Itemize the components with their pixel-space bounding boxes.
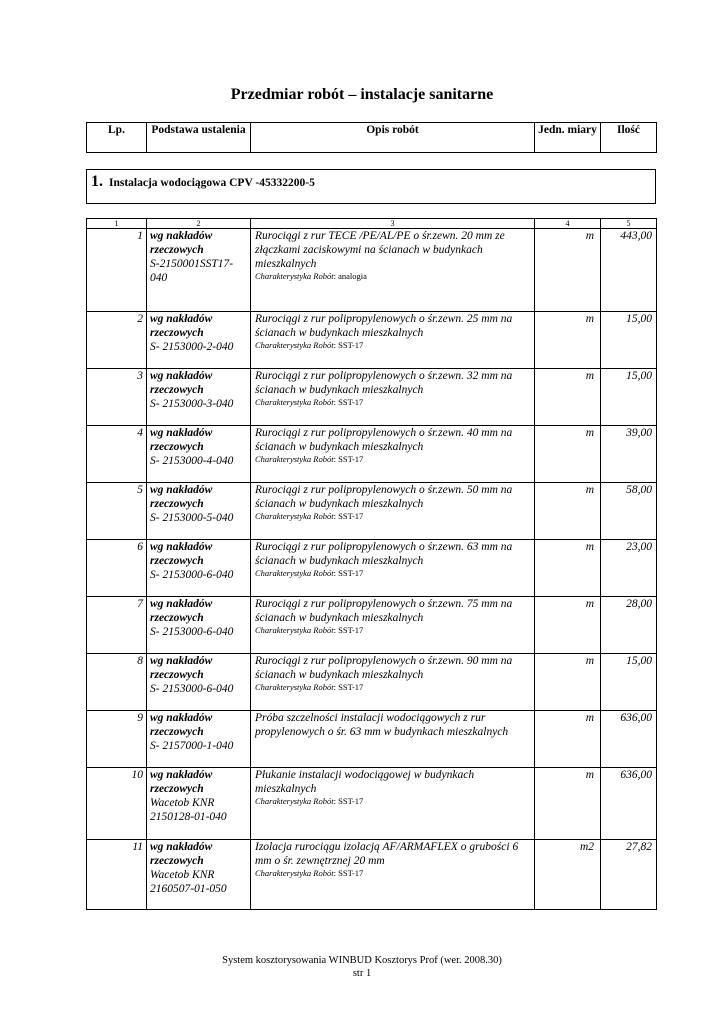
basis-type: wg nakładów rzeczowych — [150, 230, 213, 256]
description-text: Płukanie instalacji wodociągowej w budynkach mieszkalnych — [255, 769, 475, 795]
row-lp: 5 — [87, 483, 147, 540]
row-description — [251, 369, 535, 426]
colnum: 2 — [147, 219, 251, 229]
row-basis — [147, 369, 251, 426]
row-quantity: 23,00 — [601, 540, 657, 597]
characteristics-value: SST-17 — [338, 454, 364, 464]
description-text: Próba szczelności instalacji wodociągowych z rur propylenowych o śr. 63 mm w budynkach mieszkalnych — [255, 712, 509, 738]
table-row — [87, 426, 657, 483]
row-quantity: 58,00 — [601, 483, 657, 540]
row-lp: 1 — [87, 229, 147, 312]
characteristics-label: Charakterystyka Robót — [255, 340, 334, 350]
characteristics-label: Charakterystyka Robót — [255, 397, 334, 407]
characteristics-value: SST-17 — [338, 796, 364, 806]
basis-type: wg nakładów rzeczowych — [150, 427, 213, 453]
characteristics-label: Charakterystyka Robót — [255, 454, 334, 464]
table-row — [87, 840, 657, 910]
header-lp: Lp. — [87, 123, 147, 153]
basis-type: wg nakładów rzeczowych — [150, 712, 213, 738]
header-basis: Podstawa ustalenia — [147, 123, 251, 153]
basis-type: wg nakładów rzeczowych — [150, 541, 213, 567]
characteristics-value: SST-17 — [338, 340, 364, 350]
description-text: Rurociągi z rur TECE /PE/AL/PE o śr.zewn. 20 mm ze złączkami zaciskowymi na ścianach w budynkach mieszkalnych — [255, 230, 505, 270]
row-unit: m — [535, 597, 601, 654]
row-unit: m — [535, 540, 601, 597]
row-lp: 7 — [87, 597, 147, 654]
basis-code: S- 2153000-6-040 — [150, 683, 234, 695]
row-quantity: 636,00 — [601, 711, 657, 768]
row-unit: m — [535, 312, 601, 369]
basis-type: wg nakładów rzeczowych — [150, 313, 213, 339]
row-description — [251, 711, 535, 768]
header-qty: Ilość — [601, 123, 657, 153]
description-text: Rurociągi z rur polipropylenowych o śr.zewn. 63 mm na ścianach w budynkach mieszkalnych — [255, 541, 513, 567]
characteristics-label: Charakterystyka Robót — [255, 682, 334, 692]
row-description — [251, 540, 535, 597]
row-description — [251, 654, 535, 711]
row-quantity: 28,00 — [601, 597, 657, 654]
row-unit: m — [535, 654, 601, 711]
characteristics-label: Charakterystyka Robót — [255, 868, 334, 878]
row-unit: m — [535, 426, 601, 483]
row-lp: 4 — [87, 426, 147, 483]
row-quantity: 443,00 — [601, 229, 657, 312]
table-row — [87, 711, 657, 768]
characteristics-value: SST-17 — [338, 625, 364, 635]
characteristics-line: Charakterystyka Robót: SST-17 — [255, 511, 364, 521]
basis-code: S- 2153000-6-040 — [150, 569, 234, 581]
row-description — [251, 426, 535, 483]
row-quantity: 27,82 — [601, 840, 657, 910]
header-unit: Jedn. miary — [535, 123, 601, 153]
column-number-row — [87, 219, 657, 229]
row-description — [251, 768, 535, 840]
section-label: Instalacja wodociągowa CPV -45332200-5 — [109, 177, 315, 189]
basis-type: wg nakładów rzeczowych — [150, 655, 213, 681]
characteristics-line: Charakterystyka Robót: SST-17 — [255, 625, 364, 635]
table-row — [87, 229, 657, 312]
colnum: 5 — [601, 219, 657, 229]
footer-software: System kosztorysowania WINBUD Kosztorys Prof (wer. 2008.30) — [222, 955, 502, 966]
description-text: Rurociągi z rur polipropylenowych o śr.zewn. 25 mm na ścianach w budynkach mieszkalnych — [255, 313, 513, 339]
row-lp: 2 — [87, 312, 147, 369]
description-text: Izolacja rurociągu izolacją AF/ARMAFLEX o grubości 6 mm o śr. zewnętrznej 20 mm — [255, 841, 519, 867]
characteristics-line: Charakterystyka Robót: SST-17 — [255, 397, 364, 407]
row-basis — [147, 540, 251, 597]
basis-code: S- 2153000-2-040 — [150, 341, 234, 353]
row-basis — [147, 597, 251, 654]
characteristics-label: Charakterystyka Robót — [255, 568, 334, 578]
basis-code: S- 2153000-6-040 — [150, 626, 234, 638]
colnum: 1 — [87, 219, 147, 229]
row-quantity: 39,00 — [601, 426, 657, 483]
row-lp: 3 — [87, 369, 147, 426]
description-text: Rurociągi z rur polipropylenowych o śr.zewn. 90 mm na ścianach w budynkach mieszkalnych — [255, 655, 513, 681]
row-basis — [147, 426, 251, 483]
row-description — [251, 597, 535, 654]
row-quantity: 15,00 — [601, 369, 657, 426]
basis-type: wg nakładów rzeczowych — [150, 484, 213, 510]
table-row — [87, 540, 657, 597]
colnum: 4 — [535, 219, 601, 229]
row-description — [251, 840, 535, 910]
row-basis — [147, 768, 251, 840]
characteristics-value: SST-17 — [338, 568, 364, 578]
basis-code: S- 2153000-3-040 — [150, 398, 234, 410]
description-text: Rurociągi z rur polipropylenowych o śr.zewn. 50 mm na ścianach w budynkach mieszkalnych — [255, 484, 513, 510]
characteristics-label: Charakterystyka Robót — [255, 511, 334, 521]
basis-code: Wacetob KNR 2160507-01-050 — [150, 869, 227, 895]
row-description — [251, 229, 535, 312]
row-description — [251, 312, 535, 369]
section-number: 1. — [91, 173, 103, 190]
table-row — [87, 369, 657, 426]
row-lp: 6 — [87, 540, 147, 597]
page-title: Przedmiar robót – instalacje sanitarne — [230, 86, 494, 103]
row-unit: m — [535, 229, 601, 312]
characteristics-label: Charakterystyka Robót — [255, 625, 334, 635]
table-row — [87, 312, 657, 369]
row-unit: m2 — [535, 840, 601, 910]
table-row — [87, 483, 657, 540]
basis-code: S- 2157000-1-040 — [150, 740, 234, 752]
row-basis — [147, 229, 251, 312]
characteristics-line: Charakterystyka Robót: SST-17 — [255, 568, 364, 578]
basis-type: wg nakładów rzeczowych — [150, 598, 213, 624]
row-basis — [147, 483, 251, 540]
row-lp: 10 — [87, 768, 147, 840]
basis-code: S- 2153000-4-040 — [150, 455, 234, 467]
characteristics-line: Charakterystyka Robót: SST-17 — [255, 340, 364, 350]
characteristics-value: analogia — [338, 271, 367, 281]
row-lp: 8 — [87, 654, 147, 711]
characteristics-label: Charakterystyka Robót — [255, 271, 334, 281]
row-unit: m — [535, 768, 601, 840]
row-description — [251, 483, 535, 540]
description-text: Rurociągi z rur polipropylenowych o śr.zewn. 32 mm na ścianach w budynkach mieszkalnych — [255, 370, 513, 396]
basis-type: wg nakładów rzeczowych — [150, 769, 213, 795]
row-unit: m — [535, 711, 601, 768]
row-unit: m — [535, 369, 601, 426]
basis-type: wg nakładów rzeczowych — [150, 841, 213, 867]
table-row — [87, 597, 657, 654]
characteristics-line: Charakterystyka Robót: analogia — [255, 271, 367, 281]
section-heading — [86, 169, 656, 204]
row-quantity: 15,00 — [601, 312, 657, 369]
description-text: Rurociągi z rur polipropylenowych o śr.zewn. 40 mm na ścianach w budynkach mieszkalnych — [255, 427, 513, 453]
row-basis — [147, 711, 251, 768]
colnum: 3 — [251, 219, 535, 229]
basis-code: S-2150001SST17-040 — [150, 258, 234, 284]
characteristics-value: SST-17 — [338, 397, 364, 407]
row-basis — [147, 654, 251, 711]
page-footer — [0, 954, 724, 980]
characteristics-line: Charakterystyka Robót: SST-17 — [255, 796, 364, 806]
table-row — [87, 768, 657, 840]
description-text: Rurociągi z rur polipropylenowych o śr.zewn. 75 mm na ścianach w budynkach mieszkalnych — [255, 598, 513, 624]
items-table — [86, 218, 657, 910]
characteristics-line: Charakterystyka Robót: SST-17 — [255, 682, 364, 692]
table-row — [87, 654, 657, 711]
row-basis — [147, 840, 251, 910]
basis-type: wg nakładów rzeczowych — [150, 370, 213, 396]
characteristics-label: Charakterystyka Robót — [255, 796, 334, 806]
characteristics-value: SST-17 — [338, 682, 364, 692]
row-quantity: 636,00 — [601, 768, 657, 840]
header-desc: Opis robót — [251, 123, 535, 153]
header-table — [86, 122, 657, 153]
row-lp: 9 — [87, 711, 147, 768]
row-unit: m — [535, 483, 601, 540]
basis-code: S- 2153000-5-040 — [150, 512, 234, 524]
characteristics-value: SST-17 — [338, 511, 364, 521]
characteristics-value: SST-17 — [338, 868, 364, 878]
basis-code: Wacetob KNR 2150128-01-040 — [150, 797, 227, 823]
row-lp: 11 — [87, 840, 147, 910]
characteristics-line: Charakterystyka Robót: SST-17 — [255, 454, 364, 464]
footer-page-number: str 1 — [352, 968, 372, 979]
characteristics-line: Charakterystyka Robót: SST-17 — [255, 868, 364, 878]
row-quantity: 15,00 — [601, 654, 657, 711]
row-basis — [147, 312, 251, 369]
